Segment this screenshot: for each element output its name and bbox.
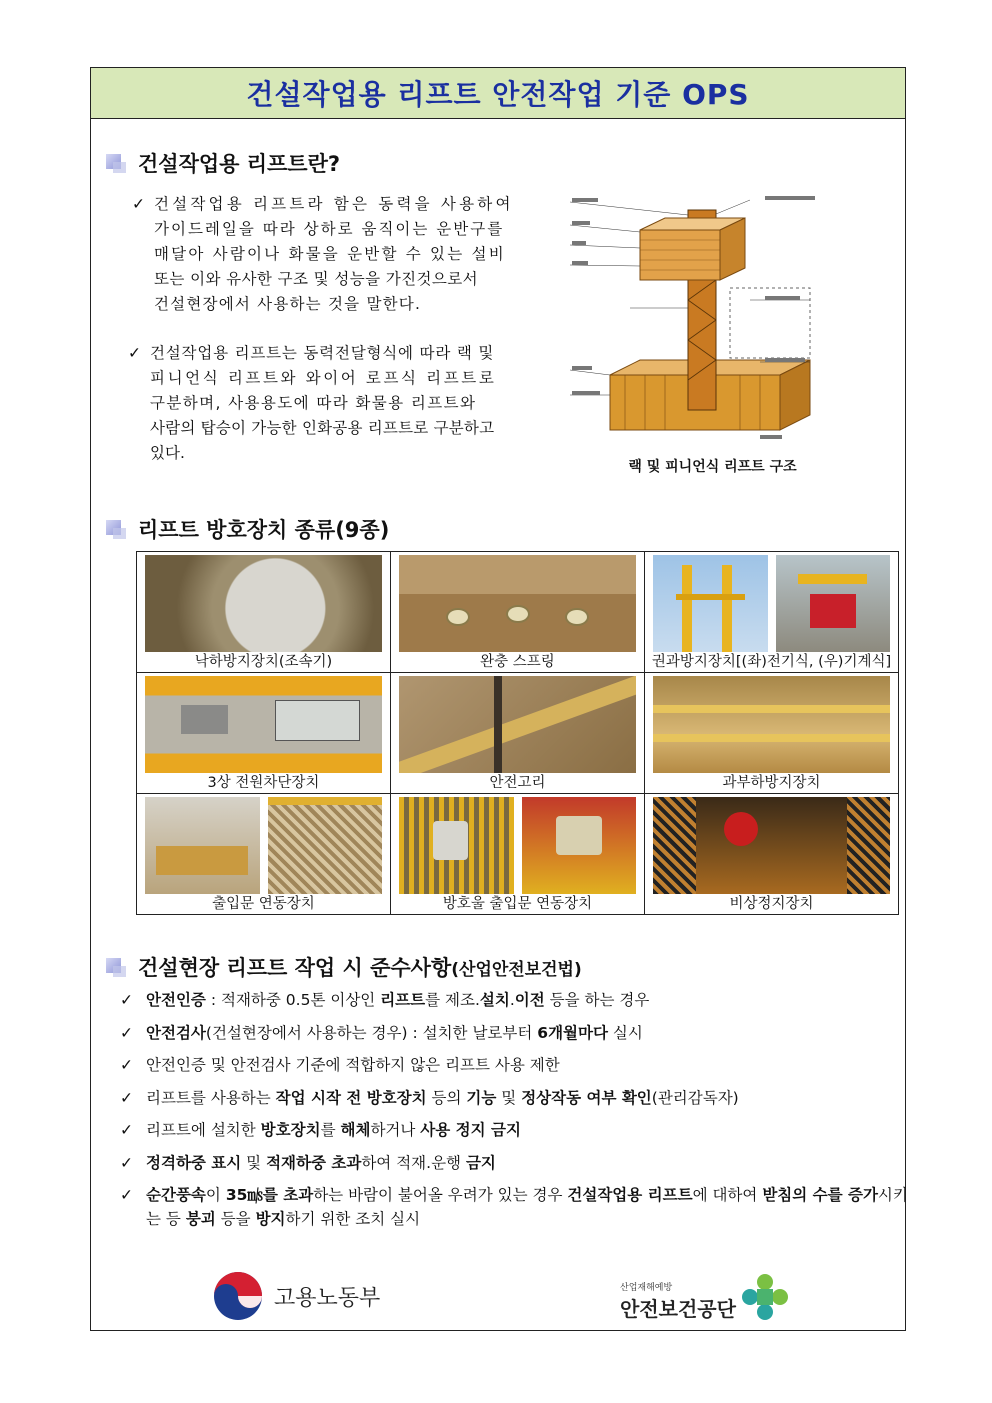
check-icon: ✓ [132, 195, 145, 213]
device-cell: 3상 전원차단장치 [137, 673, 391, 794]
device-cell: 권과방지장치[(좌)전기식, (우)기계식] [645, 552, 899, 673]
section-bullet-icon [106, 958, 126, 976]
device-photo [653, 676, 890, 773]
device-photo [653, 797, 890, 894]
agency-logo: 산업재해예방 안전보건공단 [620, 1272, 790, 1322]
lift-structure-diagram [570, 190, 855, 450]
section-bullet-icon [106, 154, 126, 172]
rule-item: ✓ 안전인증 및 안전검사 기준에 적합하지 않은 리프트 사용 제한 [120, 1053, 910, 1077]
check-icon: ✓ [120, 1186, 133, 1204]
device-cell: 방호울 출입문 연동장치 [391, 794, 645, 915]
section-bullet-icon [106, 520, 126, 538]
check-icon: ✓ [120, 991, 133, 1009]
device-cell: 과부하방지장치 [645, 673, 899, 794]
device-photo [145, 555, 382, 652]
section1-para1: ✓ 건설작업용 리프트라 함은 동력을 사용하여 가이드레일을 따라 상하로 움직이는 운반구를 매달아 사람이나 화물을 운반할 수 있는 설비 또는 이와 유사한 구조 및 성능을 가진것으로서 건설현장에서 사용하는 것을 말한다. [154, 192, 514, 317]
section3-heading: 건설현장 리프트 작업 시 준수사항(산업안전보건법) [106, 952, 582, 982]
page-title: 건설작업용 리프트 안전작업 기준 OPS [246, 78, 750, 111]
title-bar [91, 68, 905, 119]
rule-item: ✓ 순간풍속이 35㎧를 초과하는 바람이 불어올 우려가 있는 경우 건설작업용 리프트에 대하여 받침의 수를 증가시키는 등 붕괴 등을 방지하기 위한 조치 실시 [120, 1183, 910, 1231]
diagram-caption: 랙 및 피니언식 리프트 구조 [628, 459, 797, 475]
check-icon: ✓ [120, 1056, 133, 1074]
section1-heading: 건설작업용 리프트란? [106, 148, 340, 178]
device-photo [399, 555, 636, 652]
check-icon: ✓ [120, 1121, 133, 1139]
device-photo [399, 676, 636, 773]
check-icon: ✓ [120, 1088, 133, 1107]
check-icon: ✓ [120, 1153, 133, 1172]
device-cell: 출입문 연동장치 [137, 794, 391, 915]
taegeuk-icon [212, 1270, 264, 1322]
compliance-rules [120, 988, 910, 1240]
safety-device-grid [136, 551, 899, 915]
cross-logo-icon [740, 1272, 790, 1322]
rule-item: ✓ 정격하중 표시 및 적재하중 초과하여 적재.운행 금지 [120, 1151, 910, 1175]
device-cell: 안전고리 [391, 673, 645, 794]
rule-item: ✓ 안전인증 : 적재하중 0.5톤 이상인 리프트를 제조.설치.이전 등을 하는 경우 [120, 988, 910, 1012]
rule-item: ✓ 리프트에 설치한 방호장치를 해체하거나 사용 정지 금지 [120, 1118, 910, 1142]
device-photo [653, 555, 890, 652]
device-cell: 낙하방지장치(조속기) [137, 552, 391, 673]
device-cell: 비상정지장치 [645, 794, 899, 915]
check-icon: ✓ [120, 1023, 133, 1042]
device-photo [399, 797, 636, 894]
device-photo [145, 676, 382, 773]
section2-heading: 리프트 방호장치 종류(9종) [106, 514, 389, 544]
section1-para2: ✓ 건설작업용 리프트는 동력전달형식에 따라 랙 및 피니언식 리프트와 와이어 로프식 리프트로 구분하며, 사용용도에 따라 화물용 리프트와 사람의 탑승이 가능한 인화공용 리프트로 구분하고 있다. [150, 341, 496, 466]
device-cell: 완충 스프링 [391, 552, 645, 673]
rule-item: ✓ 안전검사(건설현장에서 사용하는 경우) : 설치한 날로부터 6개월마다 실시 [120, 1021, 910, 1045]
rule-item: ✓ 리프트를 사용하는 작업 시작 전 방호장치 등의 기능 및 정상작동 여부 확인(관리감독자) [120, 1086, 910, 1110]
ministry-logo: 고용노동부 [212, 1270, 380, 1322]
device-photo [145, 797, 382, 894]
check-icon: ✓ [128, 344, 141, 362]
